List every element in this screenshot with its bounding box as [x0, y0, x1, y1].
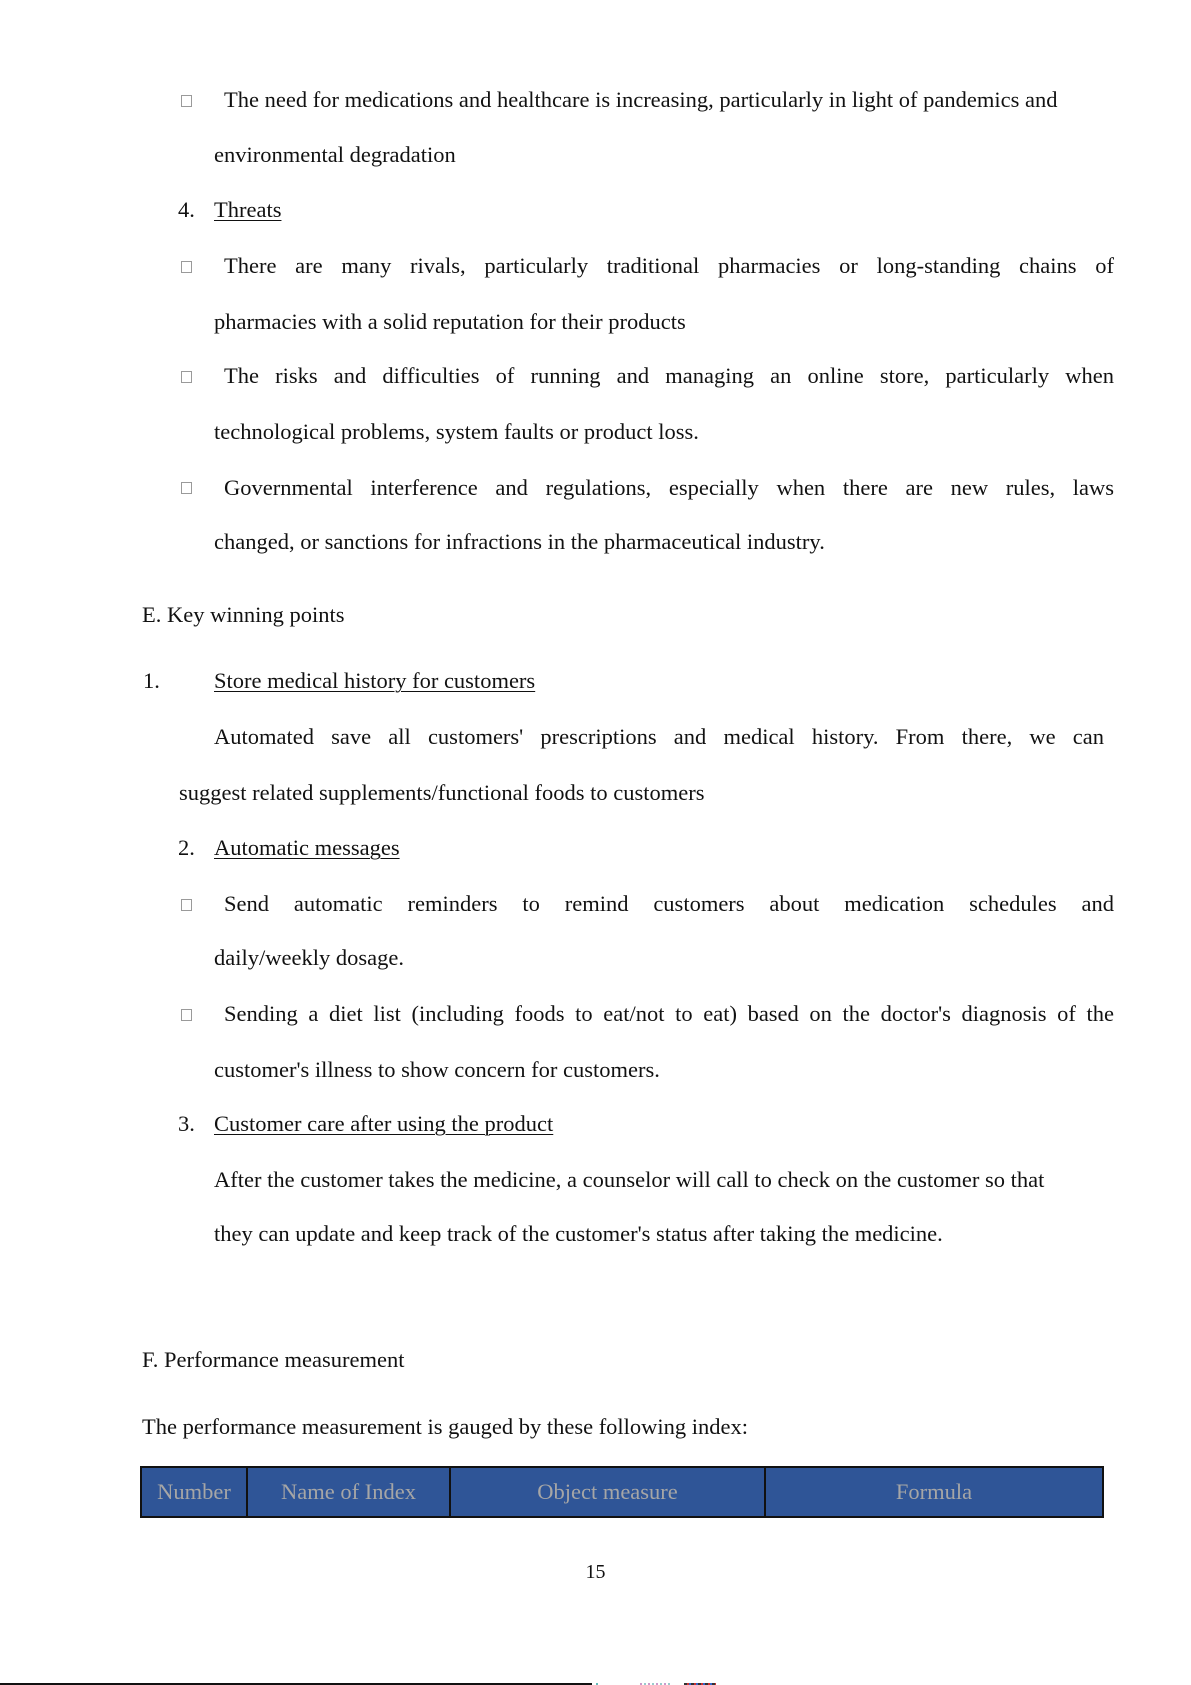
section-heading-f: F. Performance measurement	[142, 1347, 405, 1372]
column-header-object-measure: Object measure	[450, 1467, 765, 1517]
item-title: Automatic messages	[214, 835, 400, 860]
paragraph-line: The risks and difficulties of running and managing an online store, particularly when	[224, 363, 1114, 388]
paragraph-line: Automated save all customers' prescriptions and medical history. From there, we can	[214, 724, 1104, 749]
paragraph-line: environmental degradation	[214, 142, 456, 167]
paragraph-line: The performance measurement is gauged by these following index:	[142, 1414, 749, 1439]
item-title: Store medical history for customers	[214, 668, 536, 693]
paragraph-line: Send automatic reminders to remind customers about medication schedules and	[224, 891, 1114, 916]
paragraph-line: After the customer takes the medicine, a counselor will call to check on the customer so that	[214, 1167, 1045, 1192]
column-header-number: Number	[141, 1467, 247, 1517]
paragraph-line: Governmental interference and regulations, especially when there are new rules, laws	[224, 475, 1114, 500]
threats-heading: Threats	[214, 197, 282, 222]
bullet-box-icon	[181, 482, 192, 494]
bullet-box-icon	[181, 95, 192, 107]
paragraph-line: daily/weekly dosage.	[214, 945, 404, 970]
page-number: 15	[585, 1561, 606, 1583]
paragraph-line: technological problems, system faults or product loss.	[214, 419, 699, 444]
column-header-formula: Formula	[765, 1467, 1103, 1517]
paragraph-line: There are many rivals, particularly traditional pharmacies or long-standing chains of	[224, 253, 1114, 278]
paragraph-line: The need for medications and healthcare is increasing, particularly in light of pandemics and	[224, 87, 1058, 112]
bullet-box-icon	[181, 899, 192, 911]
bullet-box-icon	[181, 261, 192, 273]
paragraph-line: they can update and keep track of the customer's status after taking the medicine.	[214, 1221, 943, 1246]
column-header-name-of-index: Name of Index	[247, 1467, 450, 1517]
item-title: Customer care after using the product	[214, 1111, 554, 1136]
list-number: 1.	[143, 668, 160, 693]
index-table	[140, 1466, 1104, 1518]
bullet-box-icon	[181, 1009, 192, 1021]
paragraph-line: customer's illness to show concern for customers.	[214, 1057, 660, 1082]
paragraph-line: pharmacies with a solid reputation for their products	[214, 309, 686, 334]
table-header-row	[141, 1467, 1103, 1517]
paragraph-line: suggest related supplements/functional foods to customers	[179, 780, 705, 805]
list-number: 2.	[178, 835, 195, 860]
section-heading-e: E. Key winning points	[142, 602, 345, 627]
list-number: 4.	[178, 197, 195, 222]
paragraph-line: Sending a diet list (including foods to eat/not to eat) based on the doctor's diagnosis of the	[224, 1001, 1114, 1026]
bullet-box-icon	[181, 371, 192, 383]
paragraph-line: changed, or sanctions for infractions in the pharmaceutical industry.	[214, 529, 825, 554]
list-number: 3.	[178, 1111, 195, 1136]
